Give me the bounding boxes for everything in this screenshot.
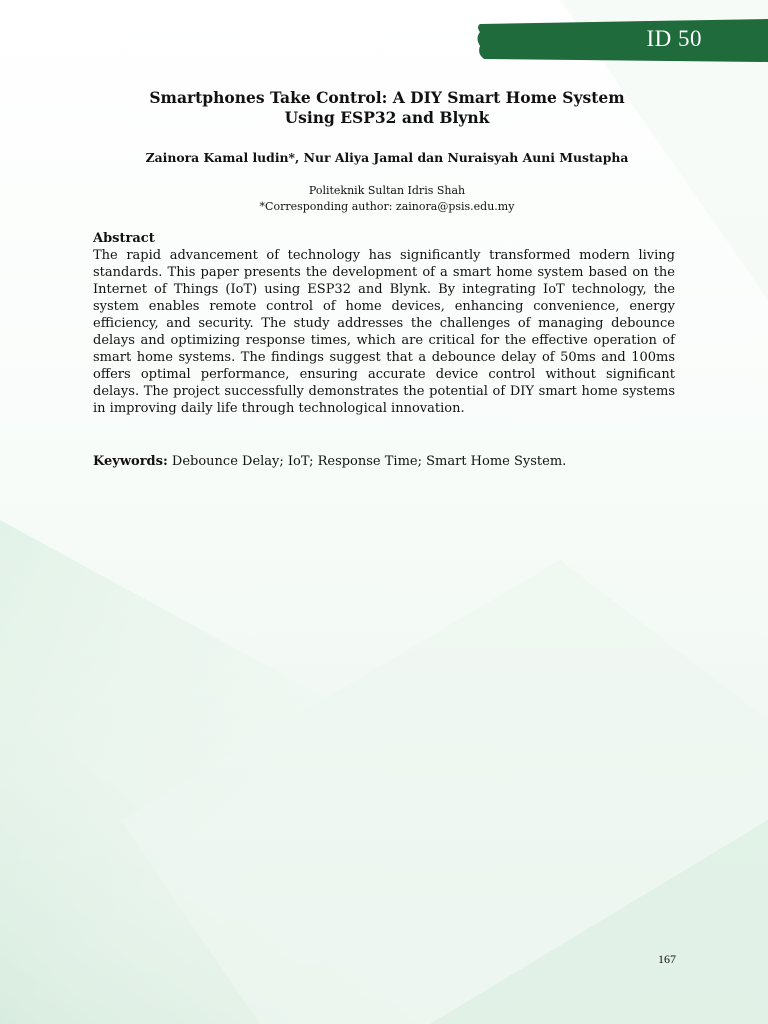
affiliation-block — [92, 183, 682, 215]
affiliation: Politeknik Sultan Idris Shah — [308, 184, 466, 197]
abstract-heading: Abstract — [93, 231, 155, 246]
paper-title — [92, 88, 682, 128]
paper-title-line2: Using ESP32 and Blynk — [284, 108, 490, 127]
keywords-label: Keywords: — [93, 454, 168, 469]
paper-title-line1: Smartphones Take Control: A DIY Smart Home System — [149, 88, 625, 107]
paper-authors: Zainora Kamal ludin*, Nur Aliya Jamal dan Nuraisyah Auni Mustapha — [145, 150, 629, 165]
keywords-line — [93, 453, 675, 470]
page-number: 167 — [658, 952, 676, 966]
badge-brush-shape — [474, 18, 768, 64]
id-badge — [474, 18, 768, 64]
keywords-text: Debounce Delay; IoT; Response Time; Smart Home System. — [171, 454, 567, 469]
abstract-body: The rapid advancement of technology has significantly transformed modern living standards. This paper presents the development of a smart home system based on the Internet of Things (IoT) using ESP32 and Blynk. By integrating IoT technology, the system enables remote control of home devices, enhancing convenience, energy efficiency, and security. The study addresses the challenges of managing debounce delays and optimizing response times, which are critical for the effective operation of smart home systems. The findings suggest that a debounce delay of 50ms and 100ms offers optimal performance, ensuring accurate device control without significant delays. The project successfully demonstrates the potential of DIY smart home systems in improving daily life through technological innovation. — [93, 248, 675, 416]
paper-id-label: ID 50 — [646, 26, 702, 51]
corresponding-author: *Corresponding author: zainora@psis.edu.my — [259, 200, 515, 213]
